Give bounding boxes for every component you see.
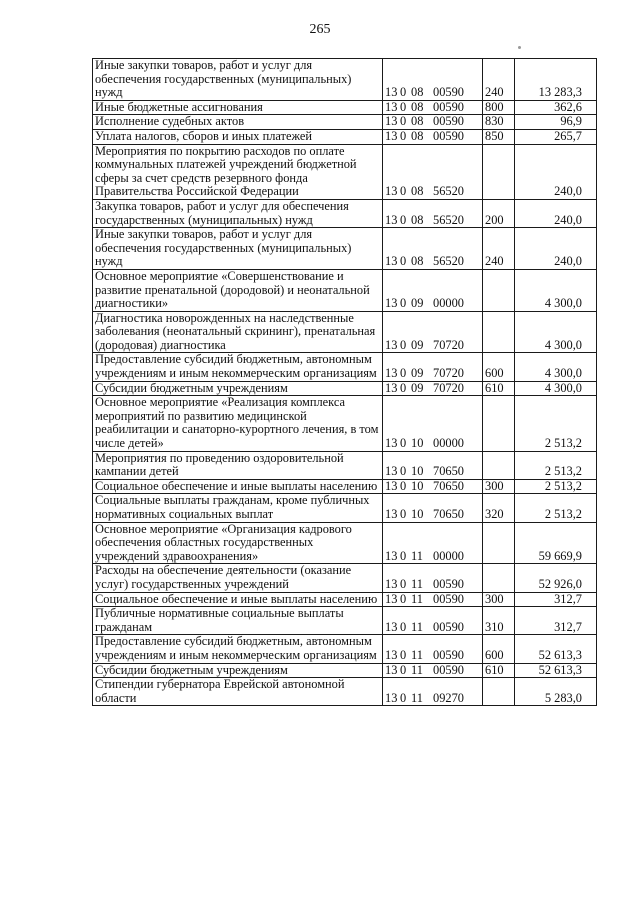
code-part: 13 (385, 366, 398, 381)
row-amount: 265,7 (515, 129, 597, 144)
table-row (93, 269, 597, 311)
table-row (93, 100, 597, 115)
row-expense-type: 800 (483, 100, 515, 115)
code-part: 0 (400, 663, 407, 677)
table-row (93, 607, 597, 635)
code-part: 00590 (433, 647, 464, 662)
code-part: 0 (400, 436, 407, 451)
code-part: 56520 (433, 212, 464, 227)
code-part: 11 (411, 576, 423, 591)
row-amount: 5 283,0 (515, 678, 597, 706)
row-name: Уплата налогов, сборов и иных платежей (93, 129, 383, 144)
code-part: 13 (385, 690, 398, 705)
code-part: 13 (385, 548, 398, 563)
table-body (93, 59, 597, 706)
code-part: 0 (400, 464, 407, 479)
row-amount: 13 283,3 (515, 59, 597, 101)
code-part: 56520 (433, 184, 464, 199)
code-part: 08 (411, 100, 424, 114)
row-code (383, 269, 483, 311)
row-expense-type: 600 (483, 353, 515, 381)
row-name: Основное мероприятие «Организация кадрового обеспечения областных государственных учреждений здравоохранения» (93, 522, 383, 564)
row-name: Социальное обеспечение и иные выплаты населению (93, 479, 383, 494)
table-row (93, 494, 597, 522)
code-part: 0 (400, 647, 407, 662)
row-expense-type (483, 451, 515, 479)
row-code (383, 479, 483, 494)
code-part: 13 (385, 129, 398, 143)
row-code (383, 228, 483, 270)
code-part: 00000 (433, 548, 464, 563)
row-amount: 52 613,3 (515, 635, 597, 663)
row-amount: 52 613,3 (515, 663, 597, 678)
row-name: Социальное обеспечение и иные выплаты населению (93, 592, 383, 607)
row-amount: 312,7 (515, 592, 597, 607)
code-part: 11 (411, 663, 423, 677)
row-name: Стипендии губернатора Еврейской автономной области (93, 678, 383, 706)
budget-table (92, 58, 597, 706)
code-part: 00590 (433, 114, 464, 129)
table-row (93, 353, 597, 381)
row-amount: 240,0 (515, 228, 597, 270)
code-part: 08 (411, 212, 424, 227)
row-name: Публичные нормативные социальные выплаты гражданам (93, 607, 383, 635)
row-expense-type: 320 (483, 494, 515, 522)
code-part: 11 (411, 592, 423, 606)
row-code (383, 494, 483, 522)
code-part: 0 (400, 129, 407, 143)
code-part: 0 (400, 254, 407, 269)
row-amount: 2 513,2 (515, 451, 597, 479)
code-part: 70720 (433, 337, 464, 352)
row-expense-type (483, 144, 515, 199)
row-name: Предоставление субсидий бюджетным, автономным учреждениям и иным некоммерческим организациям (93, 353, 383, 381)
row-code (383, 199, 483, 227)
row-expense-type: 200 (483, 199, 515, 227)
code-part: 13 (385, 576, 398, 591)
code-part: 13 (385, 254, 398, 269)
row-amount: 59 669,9 (515, 522, 597, 564)
row-amount: 4 300,0 (515, 311, 597, 353)
table-row (93, 381, 597, 396)
row-name: Исполнение судебных актов (93, 115, 383, 130)
row-code (383, 100, 483, 115)
code-part: 13 (385, 212, 398, 227)
row-expense-type: 240 (483, 228, 515, 270)
code-part: 0 (400, 114, 407, 129)
table-row (93, 663, 597, 678)
row-amount: 2 513,2 (515, 396, 597, 451)
row-name: Иные закупки товаров, работ и услуг для обеспечения государственных (муниципальных) нужд (93, 228, 383, 270)
row-code (383, 678, 483, 706)
code-part: 13 (385, 296, 398, 311)
code-part: 09 (411, 296, 424, 311)
table-row (93, 451, 597, 479)
code-part: 09270 (433, 690, 464, 705)
code-part: 08 (411, 114, 424, 129)
table-row (93, 228, 597, 270)
code-part: 10 (411, 464, 424, 479)
row-code (383, 115, 483, 130)
code-part: 13 (385, 85, 398, 100)
code-part: 70650 (433, 464, 464, 479)
row-code (383, 451, 483, 479)
code-part: 08 (411, 184, 424, 199)
code-part: 0 (400, 548, 407, 563)
code-part: 0 (400, 507, 407, 521)
scan-speck (518, 46, 521, 49)
code-part: 0 (400, 296, 407, 311)
code-part: 0 (400, 381, 407, 395)
row-amount: 52 926,0 (515, 564, 597, 592)
row-amount: 96,9 (515, 115, 597, 130)
code-part: 11 (411, 548, 423, 563)
code-part: 70720 (433, 381, 464, 395)
row-code (383, 564, 483, 592)
row-expense-type (483, 522, 515, 564)
code-part: 11 (411, 690, 423, 705)
row-expense-type: 830 (483, 115, 515, 130)
row-name: Мероприятия по покрытию расходов по оплате коммунальных платежей учреждений бюджетной сферы за счет средств резервного фонда Правительства Российской Федерации (93, 144, 383, 199)
code-part: 0 (400, 100, 407, 114)
code-part: 13 (385, 507, 398, 521)
row-amount: 362,6 (515, 100, 597, 115)
row-amount: 4 300,0 (515, 381, 597, 396)
code-part: 11 (411, 647, 423, 662)
row-name: Социальные выплаты гражданам, кроме публичных нормативных социальных выплат (93, 494, 383, 522)
code-part: 13 (385, 381, 398, 395)
table-row (93, 129, 597, 144)
row-name: Субсидии бюджетным учреждениям (93, 381, 383, 396)
row-code (383, 607, 483, 635)
row-name: Иные закупки товаров, работ и услуг для обеспечения государственных (муниципальных) нужд (93, 59, 383, 101)
code-part: 13 (385, 100, 398, 114)
row-expense-type (483, 396, 515, 451)
row-name: Основное мероприятие «Совершенствование и развитие пренатальной (дородовой) и неонатальной диагностики» (93, 269, 383, 311)
code-part: 13 (385, 114, 398, 129)
code-part: 08 (411, 129, 424, 143)
row-name: Мероприятия по проведению оздоровительной кампании детей (93, 451, 383, 479)
code-part: 10 (411, 436, 424, 451)
table-row (93, 396, 597, 451)
code-part: 0 (400, 184, 407, 199)
row-expense-type: 600 (483, 635, 515, 663)
code-part: 00590 (433, 100, 464, 114)
row-name: Предоставление субсидий бюджетным, автономным учреждениям и иным некоммерческим организациям (93, 635, 383, 663)
table-row (93, 115, 597, 130)
row-expense-type (483, 564, 515, 592)
row-expense-type: 300 (483, 592, 515, 607)
row-name: Закупка товаров, работ и услуг для обеспечения государственных (муниципальных) нужд (93, 199, 383, 227)
code-part: 08 (411, 85, 424, 100)
code-part: 70650 (433, 507, 464, 521)
row-name: Расходы на обеспечение деятельности (оказание услуг) государственных учреждений (93, 564, 383, 592)
code-part: 13 (385, 184, 398, 199)
row-expense-type: 850 (483, 129, 515, 144)
table-row (93, 311, 597, 353)
code-part: 08 (411, 254, 424, 269)
table-row (93, 144, 597, 199)
table-row (93, 635, 597, 663)
code-part: 0 (400, 85, 407, 100)
row-code (383, 592, 483, 607)
code-part: 70720 (433, 366, 464, 381)
table-row (93, 678, 597, 706)
row-code (383, 522, 483, 564)
code-part: 0 (400, 337, 407, 352)
code-part: 0 (400, 690, 407, 705)
code-part: 00590 (433, 592, 464, 606)
code-part: 0 (400, 479, 407, 493)
row-code (383, 129, 483, 144)
row-amount: 2 513,2 (515, 494, 597, 522)
row-code (383, 59, 483, 101)
row-code (383, 311, 483, 353)
table-row (93, 199, 597, 227)
code-part: 09 (411, 337, 424, 352)
code-part: 00590 (433, 619, 464, 634)
code-part: 13 (385, 436, 398, 451)
code-part: 70650 (433, 479, 464, 493)
row-expense-type (483, 311, 515, 353)
row-code (383, 381, 483, 396)
code-part: 11 (411, 619, 423, 634)
code-part: 00590 (433, 663, 464, 677)
table-row (93, 522, 597, 564)
row-amount: 4 300,0 (515, 269, 597, 311)
code-part: 09 (411, 366, 424, 381)
row-code (383, 144, 483, 199)
code-part: 09 (411, 381, 424, 395)
row-expense-type (483, 678, 515, 706)
code-part: 0 (400, 212, 407, 227)
row-expense-type: 610 (483, 663, 515, 678)
code-part: 13 (385, 663, 398, 677)
code-part: 00590 (433, 129, 464, 143)
row-code (383, 353, 483, 381)
page-number: 265 (309, 22, 331, 37)
row-amount: 2 513,2 (515, 479, 597, 494)
row-expense-type (483, 269, 515, 311)
row-amount: 312,7 (515, 607, 597, 635)
row-name: Субсидии бюджетным учреждениям (93, 663, 383, 678)
code-part: 0 (400, 366, 407, 381)
table-row (93, 564, 597, 592)
row-amount: 240,0 (515, 199, 597, 227)
table-row (93, 592, 597, 607)
code-part: 0 (400, 592, 407, 606)
code-part: 0 (400, 576, 407, 591)
row-amount: 240,0 (515, 144, 597, 199)
code-part: 13 (385, 337, 398, 352)
row-name: Основное мероприятие «Реализация комплекса мероприятий по развитию медицинской реабилитации и санаторно-курортного лечения, в том числе детей» (93, 396, 383, 451)
row-expense-type: 610 (483, 381, 515, 396)
code-part: 00000 (433, 436, 464, 451)
code-part: 13 (385, 464, 398, 479)
code-part: 0 (400, 619, 407, 634)
row-expense-type: 300 (483, 479, 515, 494)
code-part: 10 (411, 507, 424, 521)
row-name: Диагностика новорожденных на наследственные заболевания (неонатальный скрининг), пренатальная (дородовая) диагностика (93, 311, 383, 353)
table-row (93, 479, 597, 494)
code-part: 13 (385, 592, 398, 606)
code-part: 56520 (433, 254, 464, 269)
row-expense-type: 310 (483, 607, 515, 635)
table-row (93, 59, 597, 101)
code-part: 00000 (433, 296, 464, 311)
code-part: 13 (385, 479, 398, 493)
code-part: 10 (411, 479, 424, 493)
code-part: 13 (385, 647, 398, 662)
row-amount: 4 300,0 (515, 353, 597, 381)
row-expense-type: 240 (483, 59, 515, 101)
row-code (383, 396, 483, 451)
row-name: Иные бюджетные ассигнования (93, 100, 383, 115)
row-code (383, 635, 483, 663)
code-part: 00590 (433, 85, 464, 100)
code-part: 00590 (433, 576, 464, 591)
row-code (383, 663, 483, 678)
code-part: 13 (385, 619, 398, 634)
